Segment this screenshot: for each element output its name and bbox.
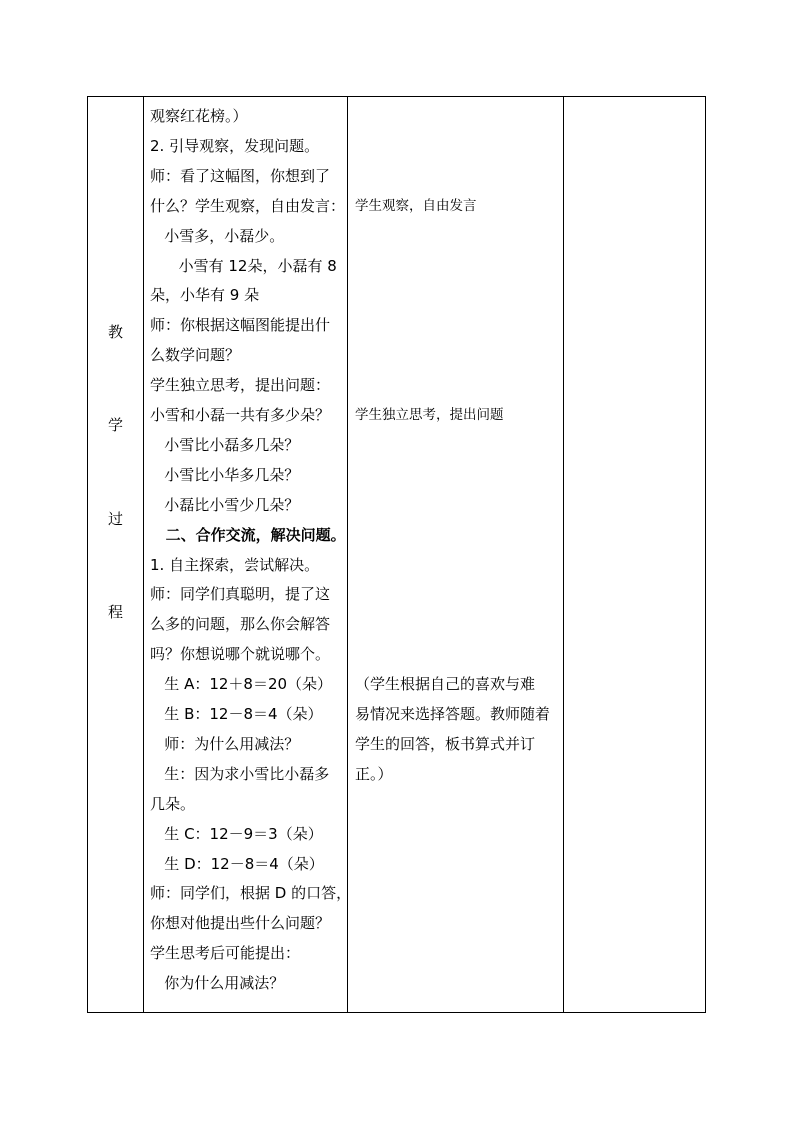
- section-label-char: 程: [107, 603, 123, 621]
- teacher-line: 小雪多，小磊少。: [150, 226, 285, 245]
- teacher-activity-column: [144, 97, 352, 1012]
- teacher-line: 几朵。: [150, 794, 196, 813]
- teacher-line: 师：同学们真聪明，提了这: [150, 585, 331, 604]
- teacher-line: 师：为什么用减法？: [150, 734, 300, 753]
- teacher-line: 小雪比小华多几朵？: [150, 465, 300, 484]
- section-label-char: 学: [107, 416, 123, 434]
- section-label-char: 过: [107, 510, 123, 528]
- teacher-line: 你为什么用减法？: [150, 974, 285, 993]
- teacher-line: 生 A：12＋8＝20（朵）: [150, 675, 333, 694]
- teacher-line: 2. 引导观察，发现问题。: [150, 136, 320, 155]
- teacher-line: 师：看了这幅图，你想到了: [150, 166, 331, 185]
- teacher-line: 生：因为求小雪比小磊多: [150, 764, 330, 783]
- teacher-line: 1. 自主探索，尝试解决。: [150, 555, 320, 574]
- teacher-line: 观察红花榜。）: [150, 107, 248, 125]
- teacher-line: 学生思考后可能提出：: [150, 944, 301, 963]
- teacher-line: 小雪有 12朵，小磊有 8: [150, 256, 337, 275]
- teacher-line: 师：同学们，根据 D 的口答，: [150, 884, 352, 903]
- teacher-line: 学生独立思考，提出问题：: [150, 376, 331, 395]
- teacher-line: 二、合作交流，解决问题。: [150, 525, 346, 544]
- teacher-line: 师：你根据这幅图能提出什: [150, 316, 331, 335]
- teacher-line: 小雪和小磊一共有多少朵？: [150, 406, 331, 424]
- teacher-line: 么多的问题，那么你会解答: [150, 615, 331, 634]
- teacher-line: 生 B：12－8＝4（朵）: [150, 705, 323, 723]
- lesson-table: [87, 96, 706, 1013]
- teacher-line: 朵，小华有 9 朵: [150, 286, 260, 305]
- teacher-line: 小磊比小雪少几朵？: [150, 495, 300, 514]
- teacher-line: 吗？你想说哪个就说哪个。: [150, 645, 331, 664]
- teacher-line: 小雪比小磊多几朵？: [150, 435, 300, 454]
- student-line: 学生观察，自由发言: [355, 197, 477, 214]
- student-activity-column: [348, 97, 562, 1012]
- teacher-line: 你想对他提出些什么问题？: [150, 914, 331, 933]
- notes-column: [564, 97, 705, 1012]
- student-line: 易情况来选择答题。教师随着: [355, 705, 551, 723]
- student-line: 学生独立思考，提出问题: [355, 407, 504, 423]
- student-line: 学生的回答，板书算式并订: [355, 734, 536, 753]
- section-label-char: 教: [107, 323, 123, 341]
- teacher-line: 生 C：12－9＝3（朵）: [150, 824, 323, 843]
- teacher-line: 生 D：12－8＝4（朵）: [150, 854, 324, 873]
- student-line: 正。）: [355, 764, 393, 783]
- student-line: （学生根据自己的喜欢与难: [355, 675, 536, 694]
- teacher-line: 么数学问题？: [150, 346, 241, 365]
- section-label-column: [88, 97, 143, 1012]
- teacher-line: 什么？学生观察，自由发言：: [150, 196, 346, 215]
